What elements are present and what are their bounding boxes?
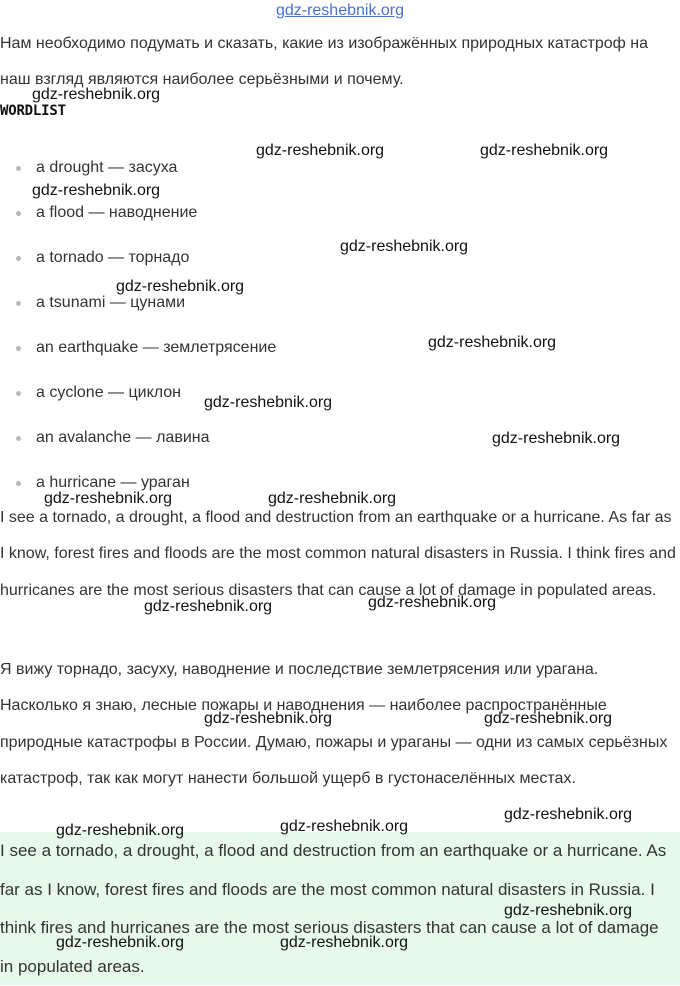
watermark: gdz-reshebnik.org	[116, 278, 245, 295]
watermark: gdz-reshebnik.org	[480, 142, 609, 159]
watermark: gdz-reshebnik.org	[268, 490, 397, 507]
list-item-text: a cyclone — циклон	[36, 384, 182, 401]
watermark: gdz-reshebnik.org	[56, 822, 185, 839]
list-item-text: an earthquake — землетрясение	[36, 339, 277, 356]
bullet-icon	[16, 436, 21, 441]
watermark: gdz-reshebnik.org	[204, 394, 333, 411]
list-item	[16, 425, 616, 470]
list-item	[16, 155, 616, 200]
bullet-icon	[16, 211, 21, 216]
watermark: gdz-reshebnik.org	[504, 902, 633, 919]
watermark: gdz-reshebnik.org	[492, 430, 621, 447]
watermark: gdz-reshebnik.org	[204, 710, 333, 727]
watermark: gdz-reshebnik.org	[428, 334, 557, 351]
watermark: gdz-reshebnik.org	[280, 818, 409, 835]
watermark: gdz-reshebnik.org	[504, 806, 633, 823]
watermark: gdz-reshebnik.org	[368, 594, 497, 611]
list-item-text: a tornado — торнадо	[36, 249, 190, 266]
answer-russian: Я вижу торнадо, засуху, наводнение и последствие землетрясения или урагана. Насколько я знаю, лесные пожары и наводнения — наиболее распространённые природные катастрофы в России. Думаю, пожары и ураганы — одни из самых серьёзных катастроф, так как могут нанести большой ущерб в густонаселённых местах.	[0, 661, 668, 787]
watermark: gdz-reshebnik.org	[340, 238, 469, 255]
watermark: gdz-reshebnik.org	[144, 598, 273, 615]
list-item	[16, 245, 616, 290]
answer-highlighted: I see a tornado, a drought, a flood and destruction from an earthquake or a hurricane. As far as I know, forest fires and floods are the most common natural disasters in Russia. I think fires and hurricanes are the most serious disasters that can cause a lot of damage in populated areas.	[0, 841, 667, 976]
watermark: gdz-reshebnik.org	[56, 934, 185, 951]
list-item-text: a flood — наводнение	[36, 204, 198, 221]
intro-text: Нам необходимо подумать и сказать, какие из изображённых природных катастроф на наш взгляд являются наиболее серьёзными и почему.	[0, 35, 648, 88]
wordlist-heading: WORDLIST	[0, 103, 66, 119]
answer-english: I see a tornado, a drought, a flood and destruction from an earthquake or a hurricane. As far as I know, forest fires and floods are the most common natural disasters in Russia. I think fires and hurricanes are the most serious disasters that can cause a lot of damage in populated areas.	[0, 509, 676, 599]
bullet-icon	[16, 256, 21, 261]
list-item	[16, 380, 616, 425]
list-item	[16, 290, 616, 335]
bullet-icon	[16, 481, 21, 486]
bullet-icon	[16, 301, 21, 306]
watermark: gdz-reshebnik.org	[32, 86, 161, 103]
list-item	[16, 335, 616, 380]
watermark: gdz-reshebnik.org	[484, 710, 613, 727]
list-item-text: a tsunami — цунами	[36, 294, 186, 311]
list-item-text: a hurricane — ураган	[36, 474, 190, 491]
list-item	[16, 200, 616, 245]
bullet-icon	[16, 391, 21, 396]
watermark: gdz-reshebnik.org	[256, 142, 385, 159]
watermark: gdz-reshebnik.org	[44, 490, 173, 507]
list-item-text: a drought — засуха	[36, 159, 178, 176]
wordlist	[16, 155, 616, 515]
list-item-text: an avalanche — лавина	[36, 429, 210, 446]
bullet-icon	[16, 346, 21, 351]
watermark: gdz-reshebnik.org	[32, 182, 161, 199]
watermark: gdz-reshebnik.org	[280, 934, 409, 951]
bullet-icon	[16, 166, 21, 171]
site-link[interactable]: gdz-reshebnik.org	[275, 2, 405, 19]
